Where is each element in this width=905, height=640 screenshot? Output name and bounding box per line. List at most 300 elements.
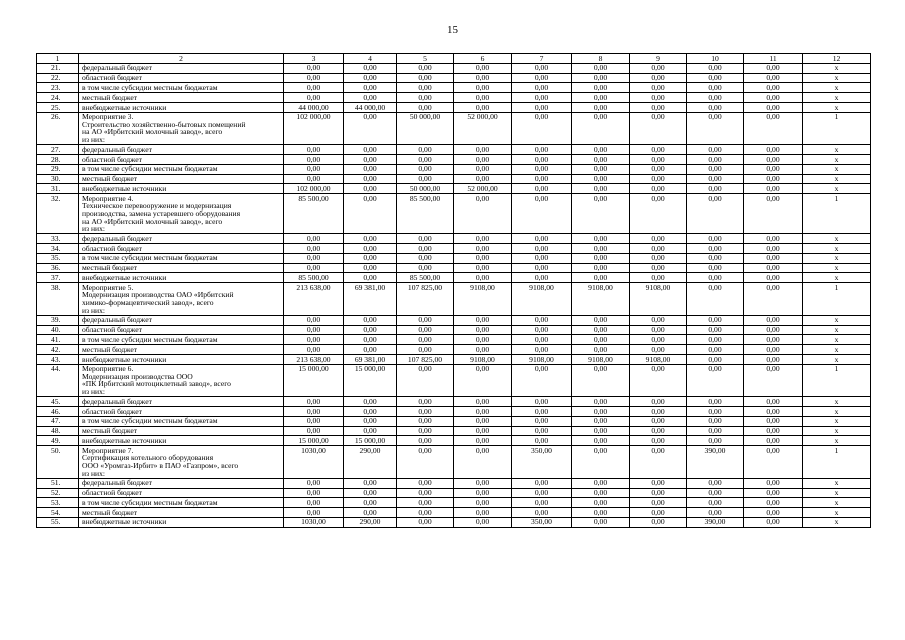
indicator-cell: х [803, 478, 871, 488]
amount-cell: 0,00 [284, 234, 344, 244]
amount-cell: 0,00 [630, 164, 687, 174]
table-row [37, 315, 871, 325]
amount-cell: 0,00 [344, 488, 397, 498]
amount-cell: 0,00 [344, 508, 397, 518]
amount-cell: 0,00 [687, 83, 744, 93]
amount-cell: 0,00 [284, 253, 344, 263]
amount-cell: 0,00 [284, 164, 344, 174]
amount-cell: 0,00 [630, 335, 687, 345]
amount-cell: 0,00 [512, 407, 572, 417]
amount-cell: 0,00 [397, 488, 454, 498]
amount-cell: 0,00 [687, 325, 744, 335]
table-row [37, 145, 871, 155]
amount-cell: 0,00 [344, 325, 397, 335]
row-number: 28. [37, 155, 79, 165]
amount-cell: 0,00 [512, 194, 572, 234]
table-row [37, 498, 871, 508]
amount-cell: 85 500,00 [284, 194, 344, 234]
column-number: 5 [397, 54, 454, 64]
amount-cell: 0,00 [284, 155, 344, 165]
amount-cell: 1030,00 [284, 517, 344, 527]
table-row [37, 194, 871, 234]
indicator-cell: х [803, 73, 871, 83]
amount-cell: 0,00 [572, 244, 630, 254]
amount-cell: 350,00 [512, 446, 572, 479]
amount-cell: 0,00 [630, 63, 687, 73]
amount-cell: 0,00 [630, 508, 687, 518]
row-description: местный бюджет [79, 174, 284, 184]
row-number: 37. [37, 273, 79, 283]
amount-cell: 0,00 [630, 102, 687, 112]
row-number: 39. [37, 315, 79, 325]
indicator-cell: х [803, 164, 871, 174]
indicator-cell: х [803, 63, 871, 73]
amount-cell: 0,00 [572, 446, 630, 479]
row-number: 22. [37, 73, 79, 83]
amount-cell: 0,00 [454, 73, 512, 83]
amount-cell: 0,00 [744, 446, 803, 479]
amount-cell: 0,00 [344, 253, 397, 263]
row-description: областной бюджет [79, 325, 284, 335]
table-row [37, 73, 871, 83]
amount-cell: 0,00 [572, 83, 630, 93]
indicator-cell: 1 [803, 446, 871, 479]
amount-cell: 0,00 [687, 273, 744, 283]
column-number: 9 [630, 54, 687, 64]
row-description: местный бюджет [79, 426, 284, 436]
amount-cell: 0,00 [344, 426, 397, 436]
amount-cell: 0,00 [512, 174, 572, 184]
row-description: Мероприятие 4. Техническое перевооружение и модернизация производства, замена устаревшего оборудования на АО «Ирбитский молочный завод», всего из них: [79, 194, 284, 234]
table-row [37, 508, 871, 518]
amount-cell: 0,00 [744, 315, 803, 325]
row-number: 46. [37, 407, 79, 417]
amount-cell: 0,00 [687, 184, 744, 194]
amount-cell: 0,00 [630, 145, 687, 155]
amount-cell: 0,00 [284, 407, 344, 417]
amount-cell: 0,00 [687, 397, 744, 407]
row-number: 38. [37, 283, 79, 316]
amount-cell: 0,00 [397, 397, 454, 407]
amount-cell: 0,00 [512, 263, 572, 273]
table-row [37, 407, 871, 417]
amount-cell: 102 000,00 [284, 112, 344, 145]
amount-cell: 0,00 [344, 63, 397, 73]
table-row [37, 325, 871, 335]
amount-cell: 0,00 [284, 498, 344, 508]
amount-cell: 0,00 [397, 416, 454, 426]
amount-cell: 85 500,00 [284, 273, 344, 283]
amount-cell: 0,00 [284, 488, 344, 498]
row-number: 31. [37, 184, 79, 194]
amount-cell: 0,00 [454, 436, 512, 446]
amount-cell: 44 000,00 [344, 102, 397, 112]
amount-cell: 0,00 [572, 184, 630, 194]
amount-cell: 0,00 [687, 73, 744, 83]
indicator-cell: х [803, 397, 871, 407]
row-number: 32. [37, 194, 79, 234]
column-number: 10 [687, 54, 744, 64]
indicator-cell: х [803, 335, 871, 345]
page-number: 15 [447, 24, 458, 36]
amount-cell: 0,00 [344, 416, 397, 426]
amount-cell: 0,00 [284, 63, 344, 73]
row-description: местный бюджет [79, 345, 284, 355]
amount-cell: 0,00 [572, 63, 630, 73]
amount-cell: 0,00 [512, 335, 572, 345]
amount-cell: 0,00 [630, 93, 687, 103]
amount-cell: 0,00 [630, 194, 687, 234]
row-description: внебюджетные источники [79, 102, 284, 112]
table-row [37, 416, 871, 426]
amount-cell: 0,00 [284, 73, 344, 83]
amount-cell: 0,00 [454, 263, 512, 273]
amount-cell: 0,00 [687, 112, 744, 145]
table-row [37, 354, 871, 364]
row-description: внебюджетные источники [79, 273, 284, 283]
amount-cell: 0,00 [397, 234, 454, 244]
row-number: 49. [37, 436, 79, 446]
amount-cell: 0,00 [512, 145, 572, 155]
amount-cell: 0,00 [454, 273, 512, 283]
amount-cell: 0,00 [687, 283, 744, 316]
indicator-cell: х [803, 174, 871, 184]
amount-cell: 0,00 [397, 364, 454, 397]
table-row [37, 253, 871, 263]
amount-cell: 0,00 [397, 73, 454, 83]
amount-cell: 0,00 [744, 335, 803, 345]
amount-cell: 0,00 [284, 244, 344, 254]
amount-cell: 0,00 [744, 145, 803, 155]
amount-cell: 52 000,00 [454, 184, 512, 194]
row-number: 53. [37, 498, 79, 508]
indicator-cell: х [803, 325, 871, 335]
amount-cell: 0,00 [687, 164, 744, 174]
table-row [37, 488, 871, 498]
amount-cell: 0,00 [687, 416, 744, 426]
indicator-cell: х [803, 253, 871, 263]
amount-cell: 0,00 [512, 488, 572, 498]
amount-cell: 0,00 [512, 426, 572, 436]
row-description: внебюджетные источники [79, 354, 284, 364]
row-number: 48. [37, 426, 79, 436]
indicator-cell: х [803, 93, 871, 103]
amount-cell: 0,00 [687, 102, 744, 112]
row-number: 47. [37, 416, 79, 426]
amount-cell: 0,00 [344, 73, 397, 83]
row-description: местный бюджет [79, 93, 284, 103]
row-number: 36. [37, 263, 79, 273]
amount-cell: 0,00 [284, 315, 344, 325]
indicator-cell: х [803, 145, 871, 155]
amount-cell: 0,00 [687, 364, 744, 397]
amount-cell: 0,00 [744, 426, 803, 436]
amount-cell: 0,00 [572, 407, 630, 417]
amount-cell: 0,00 [744, 155, 803, 165]
amount-cell: 15 000,00 [284, 364, 344, 397]
column-number: 4 [344, 54, 397, 64]
amount-cell: 50 000,00 [397, 184, 454, 194]
amount-cell: 0,00 [454, 155, 512, 165]
amount-cell: 0,00 [344, 93, 397, 103]
amount-cell: 0,00 [572, 364, 630, 397]
amount-cell: 0,00 [397, 426, 454, 436]
amount-cell: 0,00 [344, 263, 397, 273]
row-number: 21. [37, 63, 79, 73]
column-number: 8 [572, 54, 630, 64]
amount-cell: 0,00 [454, 253, 512, 263]
amount-cell: 0,00 [344, 407, 397, 417]
amount-cell: 0,00 [687, 63, 744, 73]
amount-cell: 0,00 [344, 335, 397, 345]
amount-cell: 0,00 [512, 184, 572, 194]
amount-cell: 0,00 [512, 325, 572, 335]
amount-cell: 0,00 [284, 174, 344, 184]
amount-cell: 0,00 [744, 112, 803, 145]
row-number: 34. [37, 244, 79, 254]
amount-cell: 0,00 [344, 498, 397, 508]
indicator-cell: х [803, 436, 871, 446]
amount-cell: 0,00 [744, 244, 803, 254]
amount-cell: 0,00 [344, 315, 397, 325]
amount-cell: 0,00 [512, 164, 572, 174]
amount-cell: 0,00 [284, 397, 344, 407]
amount-cell: 15 000,00 [344, 436, 397, 446]
amount-cell: 0,00 [572, 112, 630, 145]
amount-cell: 0,00 [344, 478, 397, 488]
table-row [37, 263, 871, 273]
amount-cell: 0,00 [284, 508, 344, 518]
amount-cell: 0,00 [744, 263, 803, 273]
indicator-cell: х [803, 83, 871, 93]
amount-cell: 0,00 [344, 145, 397, 155]
indicator-cell: х [803, 102, 871, 112]
table-row [37, 283, 871, 316]
amount-cell: 0,00 [744, 93, 803, 103]
amount-cell: 0,00 [454, 478, 512, 488]
row-description: внебюджетные источники [79, 436, 284, 446]
amount-cell: 0,00 [630, 112, 687, 145]
amount-cell: 0,00 [344, 273, 397, 283]
amount-cell: 50 000,00 [397, 112, 454, 145]
table-row [37, 102, 871, 112]
row-number: 29. [37, 164, 79, 174]
row-description: областной бюджет [79, 73, 284, 83]
amount-cell: 0,00 [454, 315, 512, 325]
amount-cell: 0,00 [397, 508, 454, 518]
indicator-cell: х [803, 184, 871, 194]
row-number: 23. [37, 83, 79, 93]
amount-cell: 0,00 [454, 194, 512, 234]
amount-cell: 0,00 [744, 63, 803, 73]
amount-cell: 0,00 [454, 83, 512, 93]
amount-cell: 290,00 [344, 517, 397, 527]
table-row [37, 234, 871, 244]
amount-cell: 0,00 [630, 364, 687, 397]
amount-cell: 0,00 [572, 253, 630, 263]
amount-cell: 0,00 [744, 102, 803, 112]
row-number: 45. [37, 397, 79, 407]
amount-cell: 9108,00 [630, 283, 687, 316]
amount-cell: 0,00 [454, 335, 512, 345]
amount-cell: 0,00 [397, 263, 454, 273]
amount-cell: 0,00 [744, 354, 803, 364]
amount-cell: 0,00 [572, 488, 630, 498]
indicator-cell: х [803, 426, 871, 436]
amount-cell: 0,00 [512, 83, 572, 93]
amount-cell: 0,00 [744, 416, 803, 426]
amount-cell: 390,00 [687, 446, 744, 479]
amount-cell: 0,00 [630, 244, 687, 254]
table-row [37, 436, 871, 446]
amount-cell: 0,00 [454, 93, 512, 103]
amount-cell: 107 825,00 [397, 354, 454, 364]
amount-cell: 0,00 [630, 397, 687, 407]
table-row [37, 478, 871, 488]
table-row [37, 426, 871, 436]
amount-cell: 0,00 [744, 194, 803, 234]
amount-cell: 0,00 [397, 174, 454, 184]
table-row [37, 273, 871, 283]
amount-cell: 0,00 [572, 335, 630, 345]
amount-cell: 0,00 [512, 93, 572, 103]
amount-cell: 0,00 [687, 263, 744, 273]
row-description: в том числе субсидии местным бюджетам [79, 335, 284, 345]
amount-cell: 0,00 [744, 508, 803, 518]
amount-cell: 0,00 [284, 263, 344, 273]
amount-cell: 0,00 [454, 416, 512, 426]
amount-cell: 0,00 [284, 325, 344, 335]
amount-cell: 0,00 [397, 498, 454, 508]
amount-cell: 0,00 [284, 145, 344, 155]
amount-cell: 85 500,00 [397, 273, 454, 283]
amount-cell: 213 638,00 [284, 283, 344, 316]
amount-cell: 0,00 [512, 478, 572, 488]
amount-cell: 0,00 [512, 498, 572, 508]
amount-cell: 0,00 [284, 345, 344, 355]
amount-cell: 0,00 [572, 345, 630, 355]
row-description: федеральный бюджет [79, 315, 284, 325]
amount-cell: 0,00 [454, 325, 512, 335]
amount-cell: 0,00 [630, 73, 687, 83]
amount-cell: 0,00 [572, 102, 630, 112]
amount-cell: 0,00 [687, 335, 744, 345]
amount-cell: 0,00 [630, 345, 687, 355]
amount-cell: 0,00 [744, 174, 803, 184]
row-number: 24. [37, 93, 79, 103]
amount-cell: 0,00 [454, 145, 512, 155]
amount-cell: 0,00 [284, 426, 344, 436]
amount-cell: 9108,00 [572, 283, 630, 316]
amount-cell: 69 381,00 [344, 283, 397, 316]
row-description: областной бюджет [79, 407, 284, 417]
amount-cell: 0,00 [744, 498, 803, 508]
amount-cell: 0,00 [397, 93, 454, 103]
amount-cell: 0,00 [344, 164, 397, 174]
row-number: 41. [37, 335, 79, 345]
table-row [37, 184, 871, 194]
row-description: местный бюджет [79, 263, 284, 273]
amount-cell: 0,00 [454, 446, 512, 479]
amount-cell: 0,00 [572, 273, 630, 283]
row-description: федеральный бюджет [79, 478, 284, 488]
indicator-cell: х [803, 155, 871, 165]
row-number: 51. [37, 478, 79, 488]
row-description: в том числе субсидии местным бюджетам [79, 416, 284, 426]
amount-cell: 0,00 [630, 263, 687, 273]
amount-cell: 0,00 [744, 184, 803, 194]
amount-cell: 9108,00 [630, 354, 687, 364]
amount-cell: 44 000,00 [284, 102, 344, 112]
amount-cell: 0,00 [454, 63, 512, 73]
row-description: областной бюджет [79, 488, 284, 498]
amount-cell: 0,00 [687, 488, 744, 498]
row-number: 54. [37, 508, 79, 518]
amount-cell: 0,00 [687, 244, 744, 254]
column-number: 12 [803, 54, 871, 64]
row-description: федеральный бюджет [79, 234, 284, 244]
amount-cell: 15 000,00 [344, 364, 397, 397]
amount-cell: 0,00 [572, 325, 630, 335]
amount-cell: 0,00 [512, 63, 572, 73]
amount-cell: 0,00 [572, 478, 630, 488]
amount-cell: 0,00 [687, 508, 744, 518]
amount-cell: 0,00 [744, 436, 803, 446]
amount-cell: 0,00 [397, 102, 454, 112]
amount-cell: 9108,00 [454, 283, 512, 316]
amount-cell: 0,00 [512, 364, 572, 397]
amount-cell: 0,00 [454, 234, 512, 244]
amount-cell: 0,00 [344, 345, 397, 355]
amount-cell: 0,00 [687, 426, 744, 436]
amount-cell: 0,00 [454, 364, 512, 397]
row-number: 35. [37, 253, 79, 263]
table-row [37, 174, 871, 184]
amount-cell: 0,00 [687, 253, 744, 263]
indicator-cell: х [803, 508, 871, 518]
amount-cell: 0,00 [744, 345, 803, 355]
table-row [37, 164, 871, 174]
amount-cell: 0,00 [744, 83, 803, 93]
amount-cell: 85 500,00 [397, 194, 454, 234]
column-number: 2 [79, 54, 284, 64]
row-number: 50. [37, 446, 79, 479]
amount-cell: 0,00 [687, 194, 744, 234]
amount-cell: 0,00 [630, 234, 687, 244]
amount-cell: 0,00 [687, 436, 744, 446]
amount-cell: 0,00 [454, 488, 512, 498]
indicator-cell: х [803, 263, 871, 273]
amount-cell: 0,00 [344, 234, 397, 244]
column-number: 6 [454, 54, 512, 64]
amount-cell: 0,00 [630, 517, 687, 527]
amount-cell: 0,00 [687, 145, 744, 155]
amount-cell: 0,00 [344, 184, 397, 194]
amount-cell: 9108,00 [512, 354, 572, 364]
amount-cell: 0,00 [397, 335, 454, 345]
indicator-cell: х [803, 407, 871, 417]
table-row [37, 155, 871, 165]
amount-cell: 0,00 [512, 234, 572, 244]
amount-cell: 0,00 [344, 397, 397, 407]
amount-cell: 0,00 [630, 83, 687, 93]
row-description: Мероприятие 3. Строительство хозяйственно-бытовых помещений на АО «Ирбитский молочный завод», всего из них: [79, 112, 284, 145]
table-row [37, 397, 871, 407]
table-row [37, 335, 871, 345]
amount-cell: 0,00 [687, 407, 744, 417]
amount-cell: 0,00 [630, 155, 687, 165]
amount-cell: 0,00 [687, 155, 744, 165]
